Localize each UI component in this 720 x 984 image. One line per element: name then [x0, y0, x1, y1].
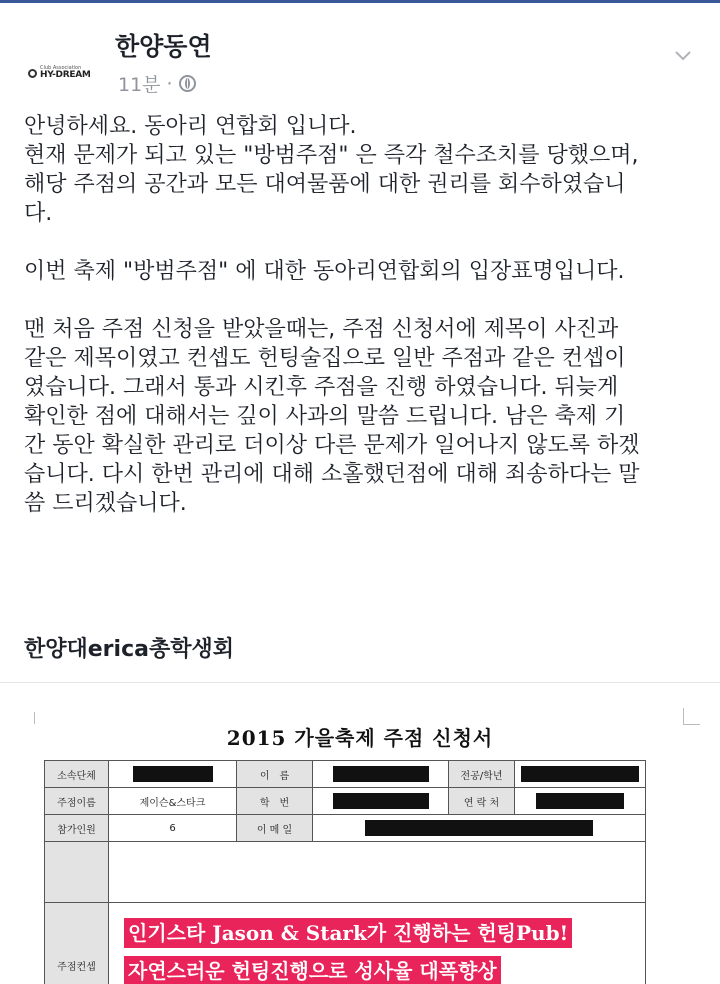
- logo-ring-icon: [28, 69, 37, 78]
- form-value: 제이슨&스타크: [109, 788, 237, 815]
- form-label: 참가인원: [45, 815, 109, 842]
- form-value: [109, 761, 237, 788]
- attached-document-image[interactable]: [0, 690, 720, 984]
- application-form: [44, 760, 646, 984]
- hy-dream-logo: [40, 66, 91, 80]
- form-label: 이 메 일: [237, 815, 313, 842]
- form-label: 전공/학년: [449, 761, 515, 788]
- form-label: 소속단체: [45, 761, 109, 788]
- post-paragraph: 맨 처음 주점 신청을 받았을때는, 주점 신청서에 제목이 사진과 같은 제목이였고 컨셉도 헌팅술집으로 일반 주점과 같은 컨셉이 였습니다. 그래서 통과 시킨후 주점을 진행 하였습니다. 뒤늦게 확인한 점에 대해서는 깊이 사과의 말씀 드립니다. 남은 축제 기 간 동안 확실한 관리로 더이상 다른 문제가 일어나지 않도록 하겠 습니다. 다시 한번 관리에 대해 소홀했던점에 대해 죄송하다는 말 씀 드리겠습니다.: [24, 317, 640, 516]
- form-value: [515, 788, 646, 815]
- form-label: 이 름: [237, 761, 313, 788]
- post-body: [24, 112, 704, 518]
- redaction-box: [536, 793, 624, 809]
- table-row: [45, 761, 646, 788]
- form-label-filler: [45, 842, 109, 903]
- divider: [0, 682, 720, 683]
- form-value: [313, 815, 646, 842]
- concept-banner: 자연스러운 헌팅진행으로 성사율 대폭향상: [124, 956, 501, 984]
- logo-small-text: Club Association: [40, 65, 82, 71]
- document-title: 2015 가을축제 주점 신청서: [226, 726, 494, 750]
- page-name[interactable]: 한양동연: [115, 32, 212, 61]
- meta-separator: ·: [166, 72, 173, 95]
- form-label: 주점컨셉: [45, 903, 109, 984]
- redaction-box: [333, 793, 429, 809]
- avatar[interactable]: [28, 62, 98, 84]
- form-value: [313, 788, 449, 815]
- post-time[interactable]: 11분: [118, 74, 161, 96]
- table-row: [45, 815, 646, 842]
- redaction-box: [521, 766, 639, 782]
- post-paragraph: 안녕하세요. 동아리 연합회 입니다. 현재 문제가 되고 있는 "방범주점" 은 즉각 철수조치를 당했으며, 해당 주점의 공간과 모든 대여물품에 대한 권리를 회수하였습니 다.: [24, 114, 639, 226]
- form-value: [313, 761, 449, 788]
- post-meta: [118, 70, 196, 97]
- form-value: 6: [109, 815, 237, 842]
- globe-icon: [179, 75, 196, 92]
- logo-brand-text: HY-DREAM: [40, 70, 91, 80]
- concept-banner: 인기스타 Jason & Stark가 진행하는 헌팅Pub!: [124, 918, 572, 948]
- chevron-down-icon[interactable]: [674, 46, 692, 64]
- redaction-box: [133, 766, 213, 782]
- table-row: [45, 842, 646, 903]
- table-row: [45, 788, 646, 815]
- redaction-box: [365, 820, 593, 836]
- post-paragraph: 이번 축제 "방범주점" 에 대한 동아리연합회의 입장표명입니다.: [24, 259, 625, 284]
- form-label: 학 번: [237, 788, 313, 815]
- post-signature: 한양대erica총학생회: [24, 637, 234, 662]
- form-value: [515, 761, 646, 788]
- post-header: [0, 14, 720, 104]
- form-value: [109, 842, 646, 903]
- form-label: 연 락 처: [449, 788, 515, 815]
- form-label: 주점이름: [45, 788, 109, 815]
- top-accent-bar: [0, 0, 720, 3]
- redaction-box: [333, 766, 429, 782]
